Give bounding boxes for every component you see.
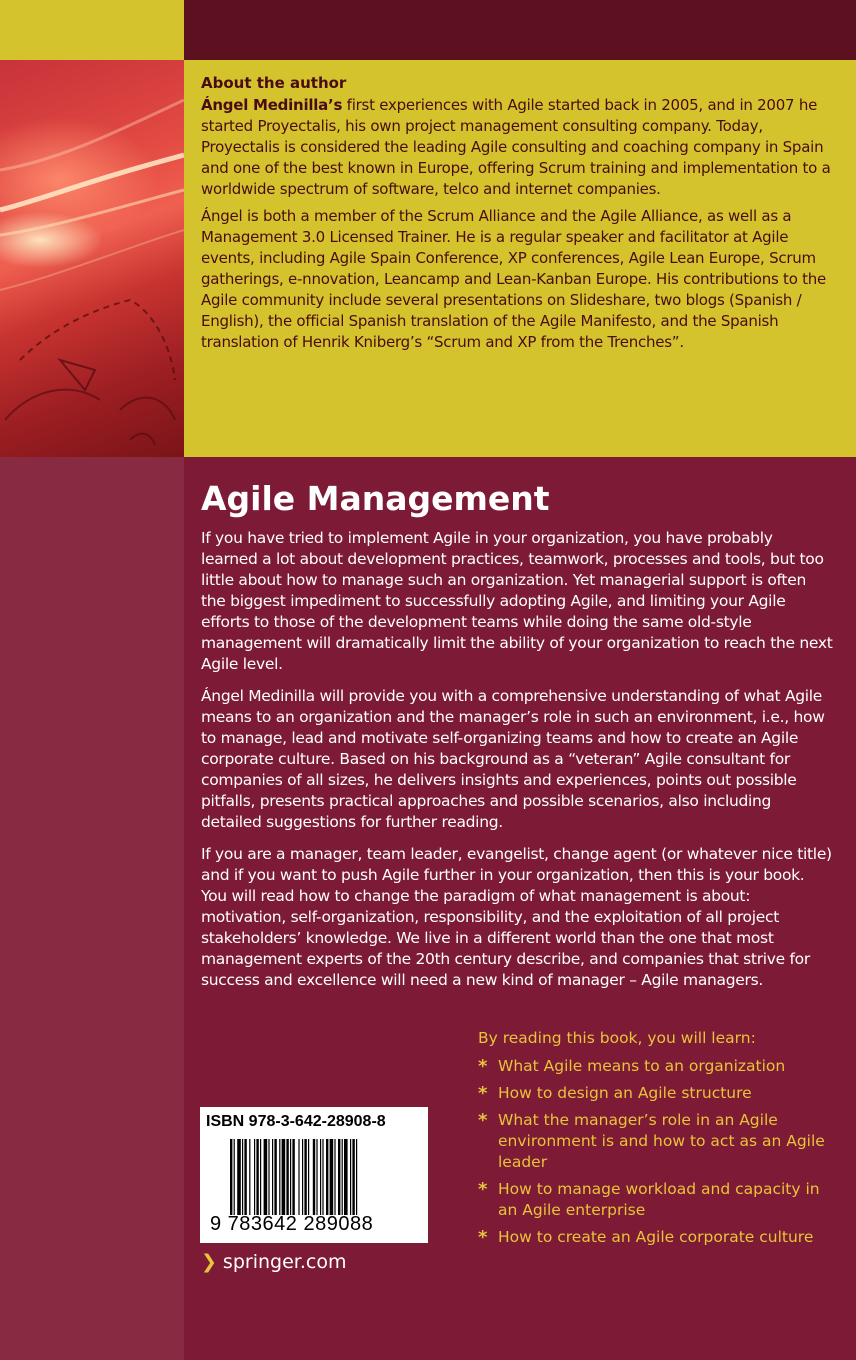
- barcode-bar: [230, 1139, 232, 1215]
- barcode-bar: [290, 1139, 291, 1215]
- list-item: [478, 1227, 838, 1248]
- book-description: [201, 528, 833, 1002]
- publisher-link[interactable]: [201, 1251, 346, 1273]
- barcode-bar: [234, 1139, 235, 1215]
- barcode-bar: [313, 1139, 315, 1215]
- barcode-bar: [350, 1139, 351, 1215]
- barcode-bar: [356, 1139, 357, 1215]
- barcode-bar: [298, 1139, 299, 1215]
- author-bio: [201, 95, 831, 359]
- barcode-bar: [249, 1139, 250, 1215]
- isbn-barcode: [200, 1107, 428, 1243]
- list-item: [478, 1056, 838, 1077]
- list-item: [478, 1083, 838, 1104]
- description-paragraph: If you are a manager, team leader, evangelist, change agent (or whatever nice title) and if you want to push Agile further in your organization, then this is your book. You will read how to change the paradigm of what management is about: motivation, self-organization, responsibility, and the exploitation of all project stakeholders’ knowledge. We live in a different world than the one that most management experts of the 20th century describe, and companies that strive for success and excellence will need a new kind of manager – Agile managers.: [201, 845, 832, 989]
- barcode-bar: [268, 1139, 269, 1215]
- star-bullet-icon: *: [478, 1110, 488, 1131]
- star-bullet-icon: *: [478, 1227, 488, 1248]
- barcode-bar: [282, 1139, 286, 1215]
- author-bio-paragraph-2: Ángel is both a member of the Scrum Alliance and the Agile Alliance, as well as a Management 3.0 Licensed Trainer. He is a regular speaker and facilitator at Agile events, including Agile Spain Conference, XP conferences, Agile Lean Europe, Scrum gatherings, e-nnovation, Leancamp and Lean-Kanban Europe. His contributions to the Agile community include several presentations on Slideshare, two blogs (Spanish / English), the official Spanish translation of the Agile Manifesto, and the Spanish translation of Henrik Kniberg’s “Scrum and XP from the Trenches”.: [201, 207, 827, 351]
- left-strip: [0, 457, 184, 1360]
- barcode-bar: [274, 1139, 276, 1215]
- barcode-bar: [322, 1139, 323, 1215]
- list-item-label: How to design an Agile structure: [498, 1084, 752, 1102]
- list-item: [478, 1110, 838, 1173]
- barcode-bar: [338, 1139, 340, 1215]
- list-item-label: How to manage workload and capacity in an Agile enterprise: [498, 1180, 820, 1219]
- barcode-bar: [330, 1139, 334, 1215]
- star-bullet-icon: *: [478, 1083, 488, 1104]
- barcode-bar: [279, 1139, 280, 1215]
- barcode-bar: [342, 1139, 343, 1215]
- author-bio-paragraph-1: first experiences with Agile started back in 2005, and in 2007 he started Proyectalis, his own project management consulting company. Today, Proyectalis is considered the leading Agile consulting and coaching company in Spain and one of the best known in Europe, offering Scrum training and implementation to a worldwide spectrum of software, telco and internet companies.: [201, 96, 831, 198]
- learn-list: [478, 1028, 838, 1254]
- barcode-bar: [320, 1139, 321, 1215]
- list-item-label: What Agile means to an organization: [498, 1057, 786, 1075]
- barcode-bar: [304, 1139, 306, 1215]
- barcode-bar: [302, 1139, 303, 1215]
- learn-intro: By reading this book, you will learn:: [478, 1029, 756, 1047]
- barcode-bar: [352, 1139, 354, 1215]
- barcode-icon: [230, 1139, 400, 1215]
- barcode-digits: 9 783642 289088: [210, 1213, 374, 1235]
- barcode-bar: [260, 1139, 261, 1215]
- barcode-bar: [264, 1139, 268, 1215]
- barcode-bar: [334, 1139, 335, 1215]
- isbn-number: ISBN 978-3-642-28908-8: [206, 1113, 386, 1130]
- description-paragraph: Ángel Medinilla will provide you with a comprehensive understanding of what Agile means to an organization and the manager’s role in such an environment, i.e., how to manage, lead and motivate self-organizing teams and how to create an Agile corporate culture. Based on his background as a “veteran” Agile consultant for companies of all sizes, he delivers insights and experiences, points out possible pitfalls, presents practical approaches and possible scenarios, also including detailed suggestions for further reading.: [201, 687, 825, 831]
- barcode-bar: [308, 1139, 309, 1215]
- barcode-bar: [237, 1139, 241, 1215]
- list-item-label: What the manager’s role in an Agile environment is and how to act as an Agile leader: [498, 1111, 825, 1171]
- author-heading: About the author: [201, 74, 347, 92]
- barcode-bar: [272, 1139, 273, 1215]
- chevron-right-icon: ❯: [201, 1251, 217, 1273]
- barcode-bar: [292, 1139, 294, 1215]
- barcode-bar: [316, 1139, 317, 1215]
- barcode-bar: [242, 1139, 243, 1215]
- star-bullet-icon: *: [478, 1179, 488, 1200]
- top-yellow-band: [0, 0, 184, 60]
- barcode-bar: [286, 1139, 288, 1215]
- barcode-bar: [344, 1139, 348, 1215]
- list-item-label: How to create an Agile corporate culture: [498, 1228, 814, 1246]
- publisher-url: springer.com: [222, 1251, 347, 1273]
- barcode-bar: [326, 1139, 328, 1215]
- barcode-bar: [254, 1139, 255, 1215]
- star-bullet-icon: *: [478, 1056, 488, 1077]
- author-name: Ángel Medinilla’s: [201, 96, 343, 114]
- list-item: [478, 1179, 838, 1221]
- barcode-bar: [244, 1139, 246, 1215]
- description-paragraph: If you have tried to implement Agile in your organization, you have probably learned a lot about development practices, teamwork, processes and tools, but too little about how to manage such an organization. Yet managerial support is often the biggest impediment to successfully adopting Agile, and limiting your Agile efforts to those of the development teams while doing the same old-style management will dramatically limit the ability of your organization to reach the next Agile level.: [201, 529, 833, 673]
- barcode-bar: [256, 1139, 258, 1215]
- top-dark-band: [184, 0, 856, 60]
- book-title: Agile Management: [201, 479, 550, 518]
- cover-photo: [0, 60, 184, 457]
